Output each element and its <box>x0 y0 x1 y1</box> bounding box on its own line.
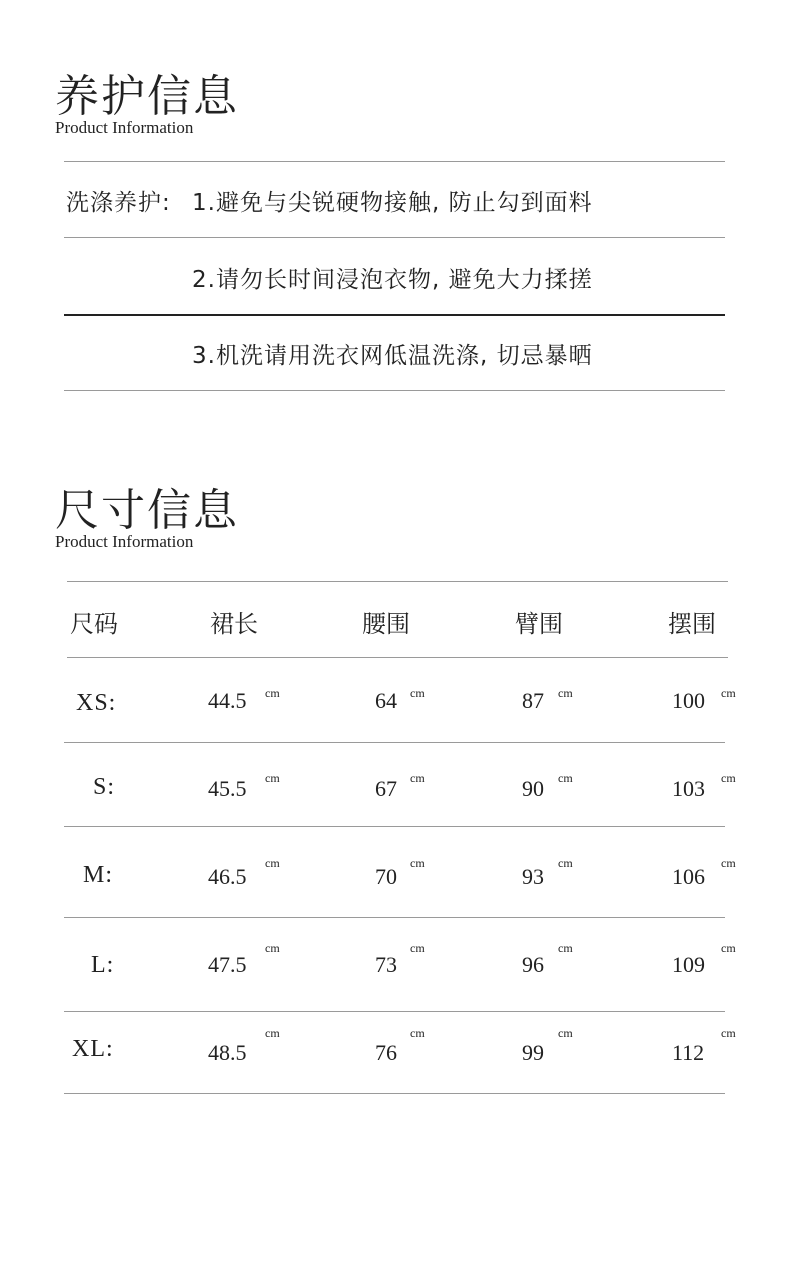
unit-label: cm <box>721 941 736 955</box>
size-label: XL: <box>72 1036 114 1062</box>
unit-label: cm <box>265 1026 280 1040</box>
waist-value: 67 <box>375 776 397 801</box>
length-value: 46.5 <box>208 864 247 889</box>
header-length: 裙长 <box>210 610 258 638</box>
waist-value: 73 <box>375 952 397 977</box>
header-waist: 腰围 <box>362 610 410 638</box>
hem-value: 103 <box>672 776 705 801</box>
unit-label: cm <box>558 771 573 785</box>
unit-label: cm <box>721 771 736 785</box>
unit-label: cm <box>410 686 425 700</box>
unit-label: cm <box>410 1026 425 1040</box>
unit-label: cm <box>265 686 280 700</box>
size-label: L: <box>91 952 115 978</box>
divider <box>64 390 725 391</box>
divider <box>64 161 725 162</box>
length-value: 44.5 <box>208 688 247 713</box>
unit-label: cm <box>721 1026 736 1040</box>
divider <box>64 237 725 238</box>
divider <box>64 826 725 827</box>
care-item-2: 2.请勿长时间浸泡衣物, 避免大力揉搓 <box>192 267 593 293</box>
hem-value: 106 <box>672 864 705 889</box>
unit-label: cm <box>558 1026 573 1040</box>
length-value: 47.5 <box>208 952 247 977</box>
size-label: M: <box>83 862 114 888</box>
waist-value: 70 <box>375 864 397 889</box>
divider <box>64 314 725 316</box>
divider <box>64 917 725 918</box>
waist-value: 76 <box>375 1040 397 1065</box>
unit-label: cm <box>558 941 573 955</box>
arm-value: 99 <box>522 1040 544 1065</box>
hem-value: 112 <box>672 1040 705 1065</box>
divider <box>64 742 725 743</box>
length-value: 45.5 <box>208 776 247 801</box>
size-title: 尺寸信息 <box>55 485 239 536</box>
care-title: 养护信息 <box>55 71 239 122</box>
unit-label: cm <box>721 856 736 870</box>
care-subtitle: Product Information <box>55 118 194 137</box>
arm-value: 87 <box>522 688 544 713</box>
arm-value: 96 <box>522 952 544 977</box>
arm-value: 93 <box>522 864 544 889</box>
size-label: S: <box>93 774 116 800</box>
divider <box>64 1011 725 1012</box>
unit-label: cm <box>265 856 280 870</box>
waist-value: 64 <box>375 688 397 713</box>
length-value: 48.5 <box>208 1040 247 1065</box>
unit-label: cm <box>410 856 425 870</box>
unit-label: cm <box>558 856 573 870</box>
care-item-3: 3.机洗请用洗衣网低温洗涤, 切忌暴晒 <box>192 343 593 369</box>
unit-label: cm <box>721 686 736 700</box>
header-arm: 臂围 <box>515 610 563 638</box>
unit-label: cm <box>410 771 425 785</box>
header-size: 尺码 <box>70 610 118 638</box>
hem-value: 109 <box>672 952 705 977</box>
unit-label: cm <box>410 941 425 955</box>
care-item-1: 1.避免与尖锐硬物接触, 防止勾到面料 <box>192 190 593 216</box>
header-hem: 摆围 <box>668 610 716 638</box>
unit-label: cm <box>265 771 280 785</box>
size-subtitle: Product Information <box>55 532 194 551</box>
unit-label: cm <box>265 941 280 955</box>
unit-label: cm <box>558 686 573 700</box>
divider <box>67 657 728 658</box>
care-label: 洗涤养护: <box>66 190 171 216</box>
size-label: XS: <box>76 690 117 716</box>
table-bottom-divider <box>64 1093 725 1094</box>
hem-value: 100 <box>672 688 705 713</box>
table-top-divider <box>67 581 728 582</box>
arm-value: 90 <box>522 776 544 801</box>
